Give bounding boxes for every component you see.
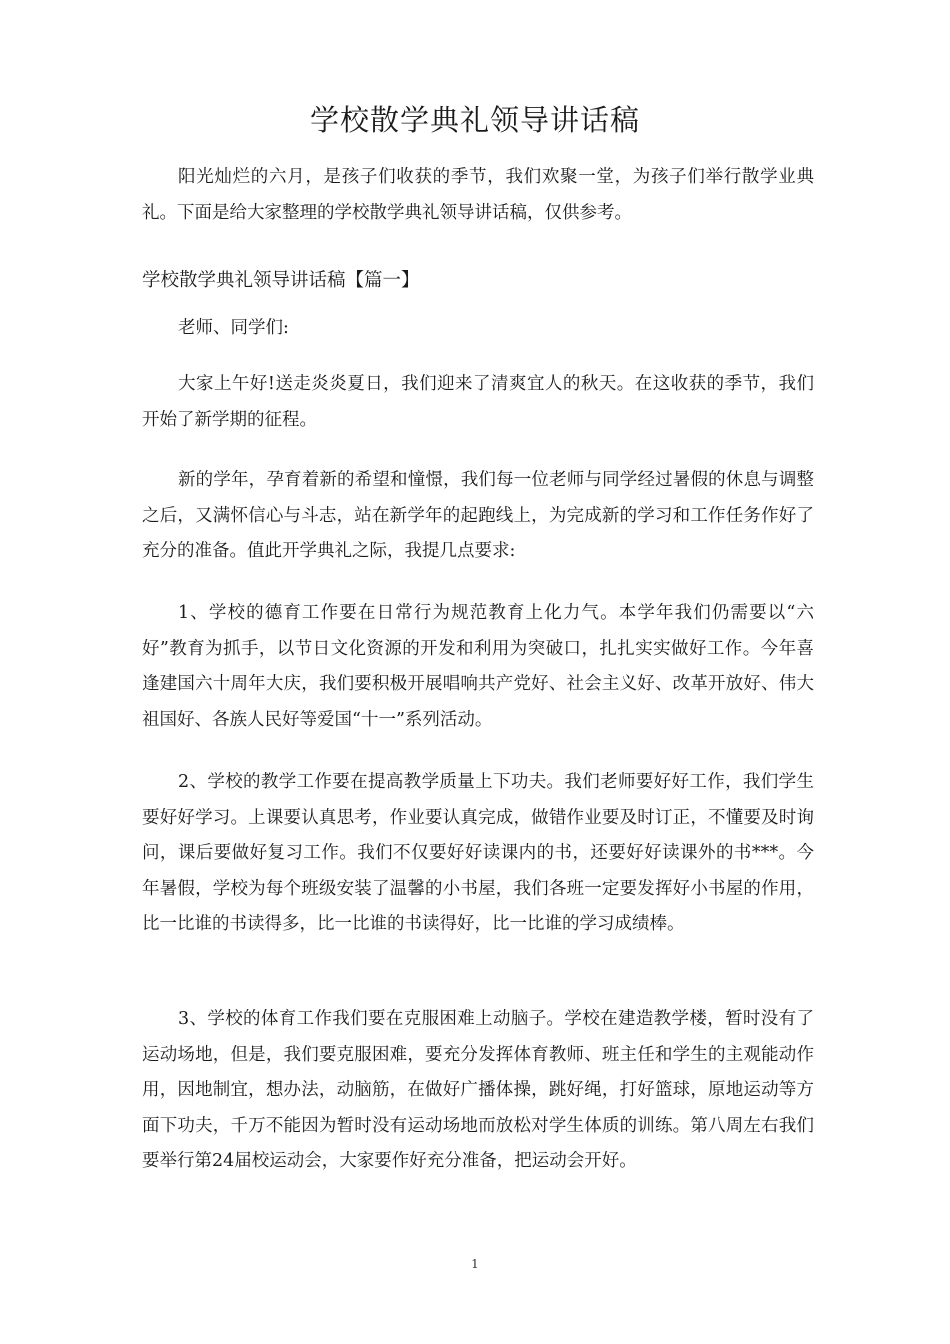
body-paragraph-1: 大家上午好!送走炎炎夏日，我们迎来了清爽宜人的秋天。在这收获的季节，我们开始了新学期的征程。 <box>142 374 814 430</box>
body-paragraph-4: 2、学校的教学工作要在提高教学质量上下功夫。我们老师要好好工作，我们学生要好好学习。上课要认真思考，作业要认真完成，做错作业要及时订正，不懂要及时询问，课后要做好复习工作。我们不仅要好好读课内的书，还要好好读课外的书***。今年暑假，学校为每个班级安装了温馨的小书屋，我们各班一定要发挥好小书屋的作用，比一比谁的书读得多，比一比谁的书读得好，比一比谁的学习成绩棒。 <box>142 772 814 934</box>
body-paragraph-5: 3、学校的体育工作我们要在克服困难上动脑子。学校在建造教学楼，暂时没有了运动场地，但是，我们要克服困难，要充分发挥体育教师、班主任和学生的主观能动作用，因地制宜，想办法，动脑筋，在做好广播体操，跳好绳，打好篮球，原地运动等方面下功夫，千万不能因为暂时没有运动场地而放松对学生体质的训练。第八周左右我们要举行第24届校运动会，大家要作好充分准备，把运动会开好。 <box>142 1009 814 1171</box>
body-paragraph-2: 新的学年，孕育着新的希望和憧憬，我们每一位老师与同学经过暑假的休息与调整之后，又满怀信心与斗志，站在新学年的起跑线上，为完成新的学习和工作任务作好了充分的准备。值此开学典礼之际，我提几点要求: <box>142 470 814 561</box>
document-title: 学校散学典礼领导讲话稿 <box>309 103 640 137</box>
body-paragraph-3: 1、学校的德育工作要在日常行为规范教育上化力气。本学年我们仍需要以“六好”教育为抓手，以节日文化资源的开发和利用为突破口，扎扎实实做好工作。今年喜逢建国六十周年大庆，我们要积极开展唱响共产党好、社会主义好、改革开放好、伟大祖国好、各族人民好等爱国“十一”系列活动。 <box>142 603 814 730</box>
page-number: 1 <box>471 1257 479 1271</box>
section-heading: 学校散学典礼领导讲话稿【篇一】 <box>142 270 420 291</box>
greeting-line: 老师、同学们: <box>178 318 289 338</box>
intro-paragraph: 阳光灿烂的六月，是孩子们收获的季节，我们欢聚一堂，为孩子们举行散学业典礼。下面是给大家整理的学校散学典礼领导讲话稿，仅供参考。 <box>142 167 814 223</box>
